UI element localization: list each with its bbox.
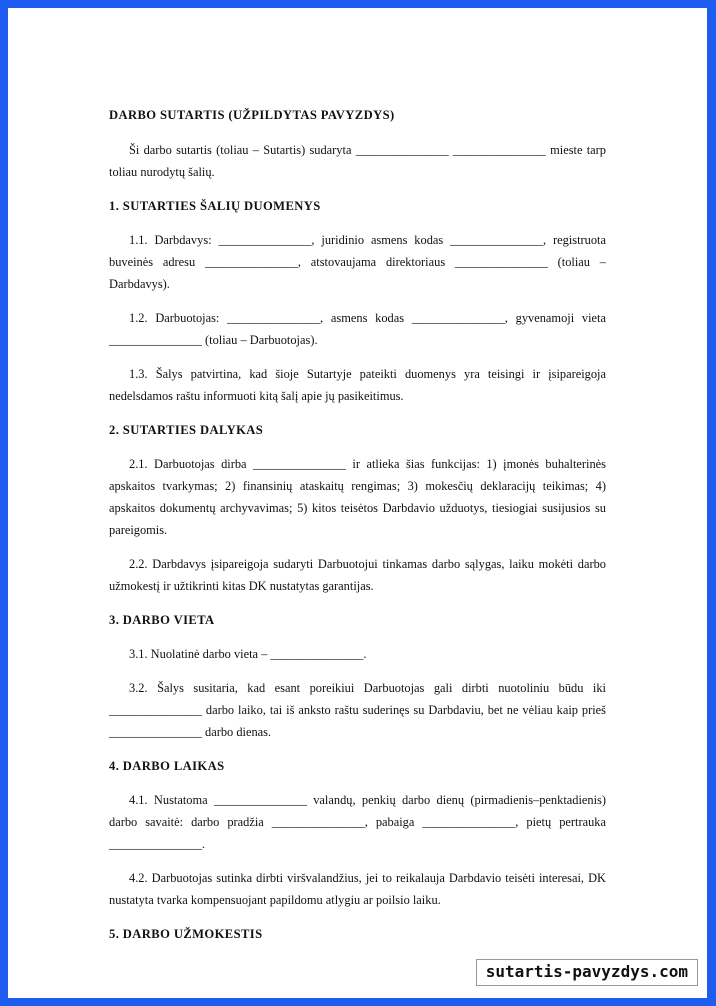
clause-1-1: 1.1. Darbdavys: _______________, juridinio asmens kodas _______________, registruota buveinės adresu _______________, atstovaujama direktoriaus _______________ (toliau – Darbdavys). bbox=[109, 233, 606, 291]
section-heading-parties: 1. SUTARTIES ŠALIŲ DUOMENYS bbox=[109, 199, 321, 213]
document-page bbox=[8, 8, 707, 998]
clause-4-1: 4.1. Nustatoma _______________ valandų, penkių darbo dienų (pirmadienis–penktadienis) darbo savaitė: darbo pradžia _______________, pabaiga _______________, pietų pertrauka _______________. bbox=[109, 793, 606, 851]
clause-3-1: 3.1. Nuolatinė darbo vieta – _______________. bbox=[129, 647, 367, 661]
clause-3-2: 3.2. Šalys susitaria, kad esant poreikiui Darbuotojas gali dirbti nuotoliniu būdu iki _______________ darbo laiko, tai iš anksto raštu suderinęs su Darbdaviu, bet ne vėliau kaip prieš _______________ darbo dienas. bbox=[109, 681, 606, 739]
clause-1-2: 1.2. Darbuotojas: _______________, asmens kodas _______________, gyvenamoji vieta _______________ (toliau – Darbuotojas). bbox=[109, 311, 606, 347]
clause-4-2: 4.2. Darbuotojas sutinka dirbti viršvalandžius, jei to reikalauja Darbdavio teisėti interesai, DK nustatyta tvarka kompensuojant papildomu atlygiu ar poilsio laiku. bbox=[109, 871, 606, 907]
section-heading-salary: 5. DARBO UŽMOKESTIS bbox=[109, 927, 263, 941]
document-title: DARBO SUTARTIS (UŽPILDYTAS PAVYZDYS) bbox=[109, 108, 395, 122]
clause-1-3: 1.3. Šalys patvirtina, kad šioje Sutartyje pateikti duomenys yra teisingi ir įsipareigoja nedelsdamos raštu informuoti kitą šalį apie jų pasikeitimus. bbox=[109, 367, 606, 403]
site-watermark: sutartis-pavyzdys.com bbox=[476, 959, 698, 986]
section-heading-workplace: 3. DARBO VIETA bbox=[109, 613, 215, 627]
section-heading-subject: 2. SUTARTIES DALYKAS bbox=[109, 423, 264, 437]
document-content bbox=[109, 104, 606, 957]
clause-2-1: 2.1. Darbuotojas dirba _______________ ir atlieka šias funkcijas: 1) įmonės buhalterinės apskaitos tvarkymas; 2) finansinių ataskaitų rengimas; 3) mokesčių deklaracijų teikimas; 4) apskaitos dokumentų archyvavimas; 5) kitos teisėtos Darbdavio užduotys, tiesiogiai susijusios su pareigomis. bbox=[109, 457, 606, 537]
intro-paragraph: Ši darbo sutartis (toliau – Sutartis) sudaryta _______________ _______________ mieste tarp toliau nurodytų šalių. bbox=[109, 143, 606, 179]
clause-2-2: 2.2. Darbdavys įsipareigoja sudaryti Darbuotojui tinkamas darbo sąlygas, laiku mokėti darbo užmokestį ir užtikrinti kitas DK nustatytas garantijas. bbox=[109, 557, 606, 593]
section-heading-working-time: 4. DARBO LAIKAS bbox=[109, 759, 225, 773]
